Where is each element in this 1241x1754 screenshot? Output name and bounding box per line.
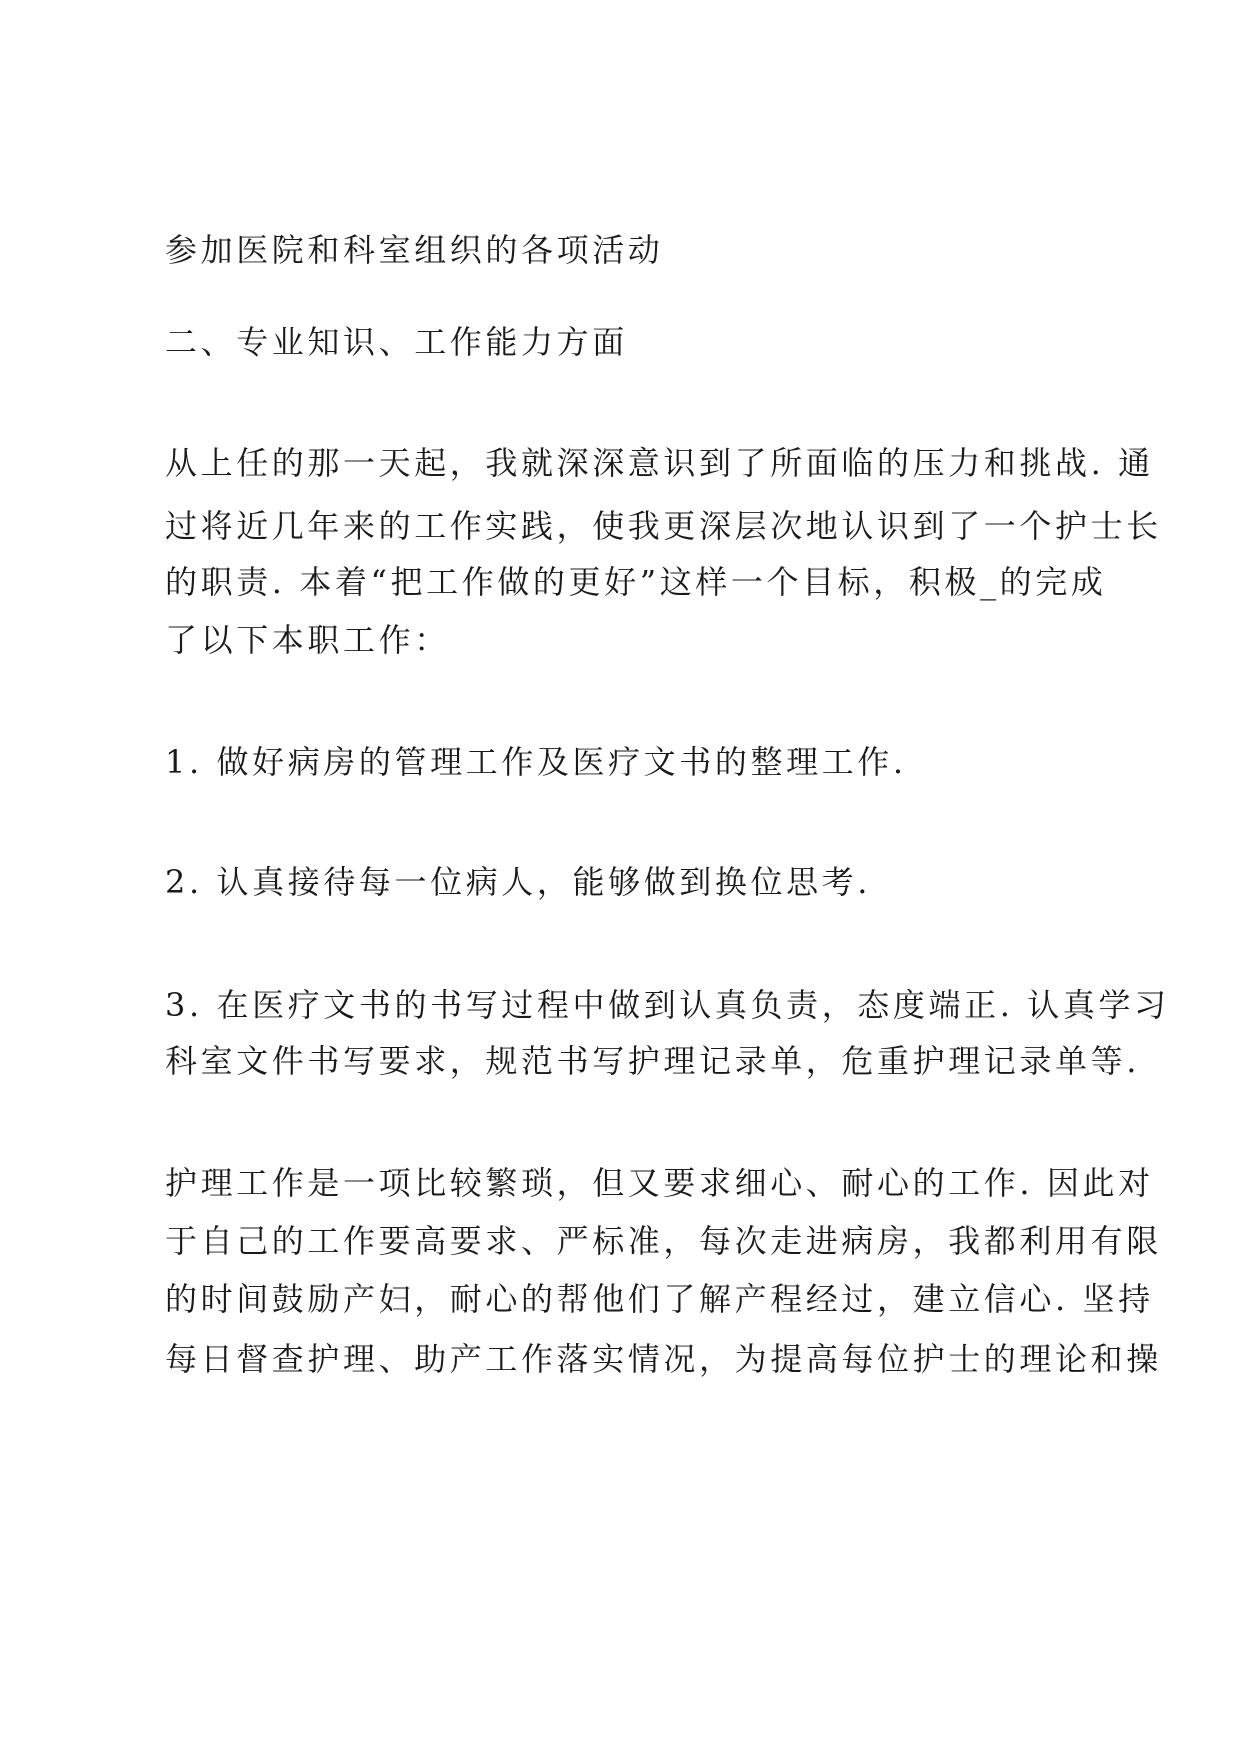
- list-item: 3. 在医疗文书的书写过程中做到认真负责，态度端正. 认真学习: [165, 986, 1170, 1024]
- list-item: 2. 认真接待每一位病人，能够做到换位思考.: [165, 863, 872, 901]
- text-line: 的时间鼓励产妇，耐心的帮他们了解产程经过，建立信心. 坚持: [165, 1280, 1154, 1318]
- text-line: 每日督查护理、助产工作落实情况，为提高每位护士的理论和操: [165, 1340, 1162, 1378]
- text-line: 从上任的那一天起，我就深深意识到了所面临的压力和挑战. 通: [165, 444, 1154, 482]
- text-line: 了以下本职工作：: [165, 621, 450, 659]
- section-heading: 二、专业知识、工作能力方面: [165, 323, 628, 361]
- text-line: 参加医院和科室组织的各项活动: [165, 231, 664, 269]
- text-line: 的职责. 本着“把工作做的更好”这样一个目标，积极_的完成: [165, 563, 1107, 601]
- text-line: 于自己的工作要高要求、严标准，每次走进病房，我都利用有限: [165, 1222, 1162, 1260]
- text-line: 科室文件书写要求，规范书写护理记录单，危重护理记录单等.: [165, 1042, 1140, 1080]
- text-line: 过将近几年来的工作实践，使我更深层次地认识到了一个护士长: [165, 507, 1162, 545]
- list-item: 1. 做好病房的管理工作及医疗文书的整理工作.: [165, 743, 907, 781]
- text-line: 护理工作是一项比较繁琐，但又要求细心、耐心的工作. 因此对: [165, 1164, 1154, 1202]
